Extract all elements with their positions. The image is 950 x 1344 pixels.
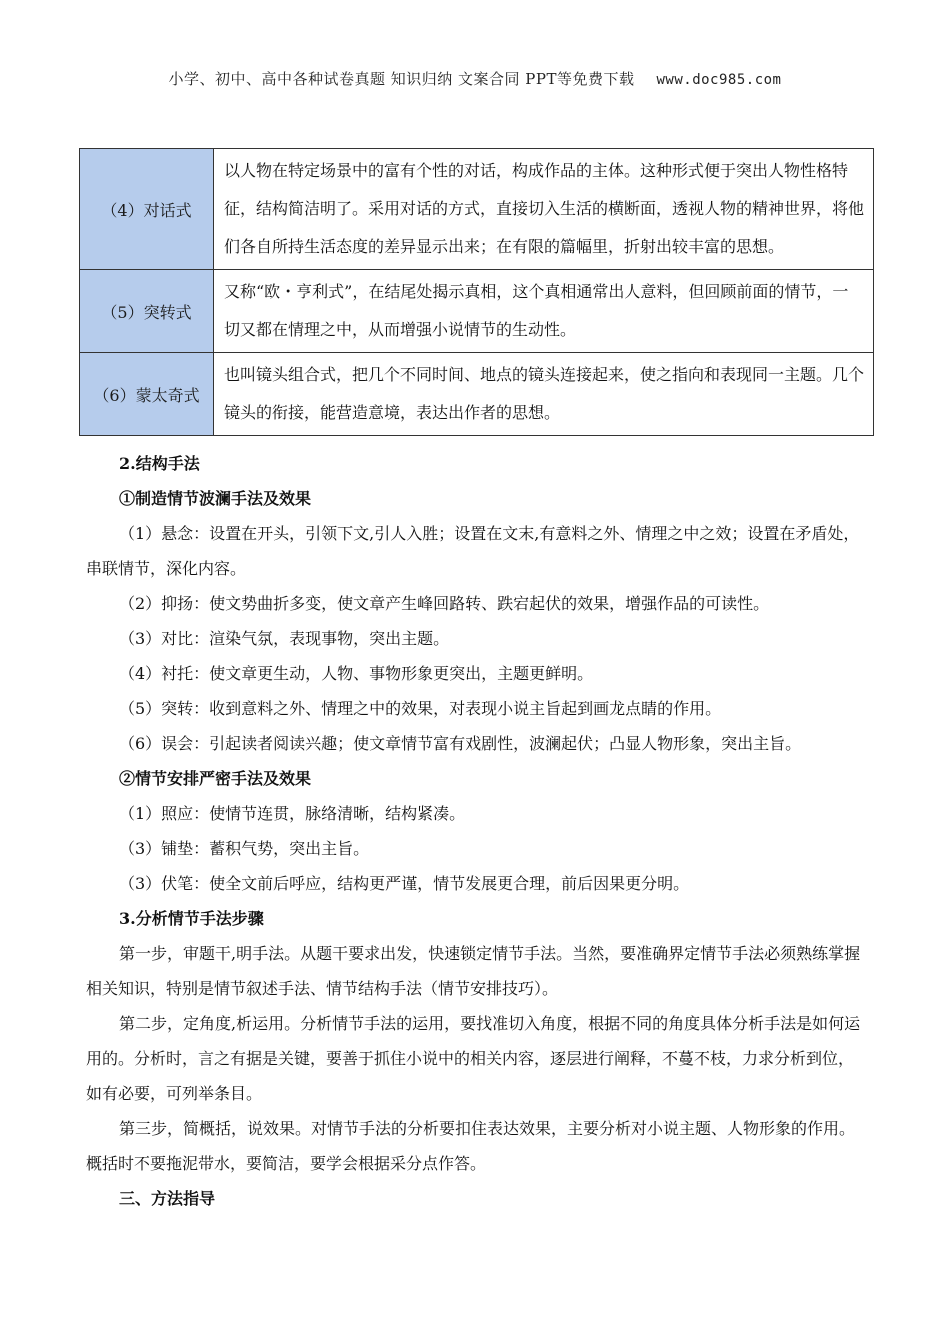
list-item: （3）对比：渲染气氛，表现事物，突出主题。: [119, 629, 450, 648]
table-row: [80, 270, 874, 353]
plot-style-table: [79, 148, 874, 436]
row-description: 又称“欧・亨利式”，在结尾处揭示真相，这个真相通常出人意料，但回顾前面的情节，一切又都在情理之中，从而增强小说情节的生动性。: [214, 270, 874, 353]
table-row: [80, 149, 874, 270]
list-item: （3）铺垫：蓄积气势，突出主旨。: [119, 839, 370, 858]
list-item: （1）悬念：设置在开头，引领下文,引人入胜；设置在文末,有意料之外、情理之中之效；设置在矛盾处，串联情节，深化内容。: [86, 524, 860, 578]
section-heading: 三、方法指导: [119, 1189, 216, 1208]
list-item: （6）误会：引起读者阅读兴趣；使文章情节富有戏剧性，波澜起伏；凸显人物形象，突出主旨。: [119, 734, 802, 753]
row-label: （6）蒙太奇式: [80, 353, 214, 436]
list-item: （2）抑扬：使文势曲折多变，使文章产生峰回路转、跌宕起伏的效果，增强作品的可读性。: [119, 594, 770, 613]
row-description: 也叫镜头组合式，把几个不同时间、地点的镜头连接起来，使之指向和表现同一主题。几个镜头的衔接，能营造意境，表达出作者的思想。: [214, 353, 874, 436]
step-paragraph: 第二步，定角度,析运用。分析情节手法的运用，要找准切入角度，根据不同的角度具体分析手法是如何运用的。分析时，言之有据是关键，要善于抓住小说中的相关内容，逐层进行阐释，不蔓不枝，力求分析到位，如有必要，可列举条目。: [86, 1014, 861, 1103]
table-row: [80, 353, 874, 436]
subsection-heading: ①制造情节波澜手法及效果: [119, 489, 312, 508]
main-content: [86, 446, 866, 1216]
subsection-heading: ②情节安排严密手法及效果: [119, 769, 312, 788]
page-header: [0, 68, 950, 89]
row-label: （5）突转式: [80, 270, 214, 353]
header-site-link[interactable]: www.doc985.com: [656, 72, 782, 88]
list-item: （1）照应：使情节连贯，脉络清晰，结构紧凑。: [119, 804, 466, 823]
row-label: （4）对话式: [80, 149, 214, 270]
header-text: 小学、初中、高中各种试卷真题 知识归纳 文案合同 PPT等免费下载: [168, 70, 635, 88]
step-paragraph: 第三步，简概括，说效果。对情节手法的分析要扣住表达效果，主要分析对小说主题、人物形象的作用。概括时不要拖泥带水，要简洁，要学会根据采分点作答。: [86, 1119, 856, 1173]
list-item: （5）突转：收到意料之外、情理之中的效果，对表现小说主旨起到画龙点睛的作用。: [119, 699, 722, 718]
list-item: （4）衬托：使文章更生动，人物、事物形象更突出，主题更鲜明。: [119, 664, 594, 683]
section-heading: 2.结构手法: [119, 454, 200, 473]
section-heading: 3.分析情节手法步骤: [119, 909, 264, 928]
list-item: （3）伏笔：使全文前后呼应，结构更严谨，情节发展更合理，前后因果更分明。: [119, 874, 690, 893]
step-paragraph: 第一步，审题干,明手法。从题干要求出发，快速锁定情节手法。当然，要准确界定情节手法必须熟练掌握相关知识，特别是情节叙述手法、情节结构手法（情节安排技巧）。: [86, 944, 861, 998]
row-description: 以人物在特定场景中的富有个性的对话，构成作品的主体。这种形式便于突出人物性格特征，结构简洁明了。采用对话的方式，直接切入生活的横断面，透视人物的精神世界，将他们各自所持生活态度的差异显示出来；在有限的篇幅里，折射出较丰富的思想。: [214, 149, 874, 270]
